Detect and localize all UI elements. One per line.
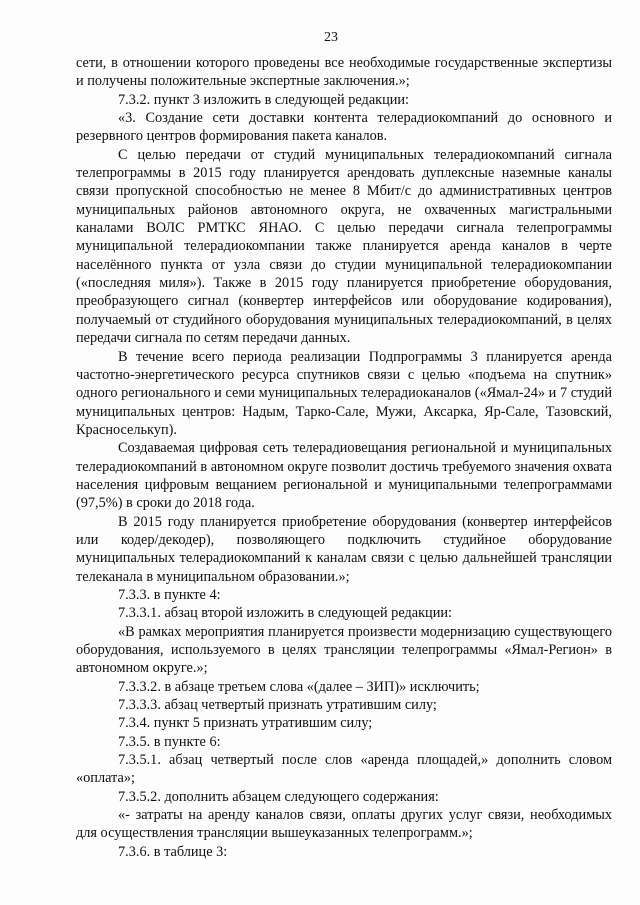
paragraph-4: С целью передачи от студий муниципальных телерадиокомпаний сигнала телепрограммы в 2015 году планируется арендовать дуплексные наземные каналы связи пропускной способностью не менее 8 Мбит/с до административных центров муниципальных районов автономного округа, не охваченных магистральными каналами ВОЛС РМТКС ЯНАО. С целью передачи сигнала телепрограммы муниципальной телерадиокомпании также планируется аренда каналов в черте населённого пункта от узла связи до студии муниципальной телерадиокомпании («последняя миля»). Также в 2015 году планируется приобретение оборудования, преобразующего сигнал (конвертер интерфейсов или оборудование кодирования), получаемый от студийного оборудования муниципальных телерадиокомпаний, в целях передачи сигнала по сетям передачи данных. [76, 146, 612, 347]
paragraph-1: сети, в отношении которого проведены все необходимые государственные экспертизы и получены положительные экспертные заключения.»; [76, 55, 612, 90]
paragraph-7: В 2015 году планируется приобретение оборудования (конвертер интерфейсов или кодер/декодер), позволяющего подключить студийное оборудование муниципальных телерадиокомпаний к каналам связи с целью дальнейшей трансляции телеканала в муниципальном образовании.»; [76, 513, 612, 585]
paragraph-8: 7.3.3. в пункте 4: [118, 586, 221, 603]
paragraph-11: 7.3.3.2. в абзаце третьем слова «(далее – ЗИП)» исключить; [118, 678, 480, 695]
paragraph-15: 7.3.5.1. абзац четвертый после слов «аренда площадей,» дополнить словом «оплата»; [76, 752, 612, 787]
paragraph-17: «- затраты на аренду каналов связи, оплаты других услуг связи, необходимых для осуществления трансляции вышеуказанных телепрограмм.»; [76, 807, 612, 842]
paragraph-3: «3. Создание сети доставки контента телерадиокомпаний до основного и резервного центров формирования пакета каналов. [76, 110, 612, 145]
paragraph-14: 7.3.5. в пункте 6: [118, 733, 221, 750]
paragraph-18: 7.3.6. в таблице 3: [118, 843, 228, 860]
paragraph-9: 7.3.3.1. абзац второй изложить в следующей редакции: [118, 605, 452, 622]
paragraph-10: «В рамках мероприятия планируется произвести модернизацию существующего оборудования, используемого в целях трансляции телепрограммы «Ямал-Регион» в автономном округе.»; [76, 623, 612, 677]
paragraph-12: 7.3.3.3. абзац четвертый признать утратившим силу; [118, 697, 437, 714]
paragraph-6: Создаваемая цифровая сеть телерадиовещания региональной и муниципальных телерадиокомпаний в автономном округе позволит достичь требуемого значения охвата населения цифровым вещанием региональной и муниципальными телепрограммами (97,5%) в сроки до 2018 года. [76, 440, 612, 512]
paragraph-2: 7.3.2. пункт 3 изложить в следующей редакции: [118, 91, 410, 108]
paragraph-5: В течение всего периода реализации Подпрограммы 3 планируется аренда частотно-энергетического ресурса спутников связи с целью «подъема на спутник» одного регионального и семи муниципальных телерадиоканалов («Ямал-24» и 7 студий муниципальных центров: Надым, Тарко-Сале, Мужи, Аксарка, Яр-Сале, Тазовский, Красноселькуп). [76, 348, 612, 438]
page-number: 23 [324, 30, 338, 45]
paragraph-16: 7.3.5.2. дополнить абзацем следующего содержания: [118, 788, 439, 805]
paragraph-13: 7.3.4. пункт 5 признать утратившим силу; [118, 715, 373, 732]
